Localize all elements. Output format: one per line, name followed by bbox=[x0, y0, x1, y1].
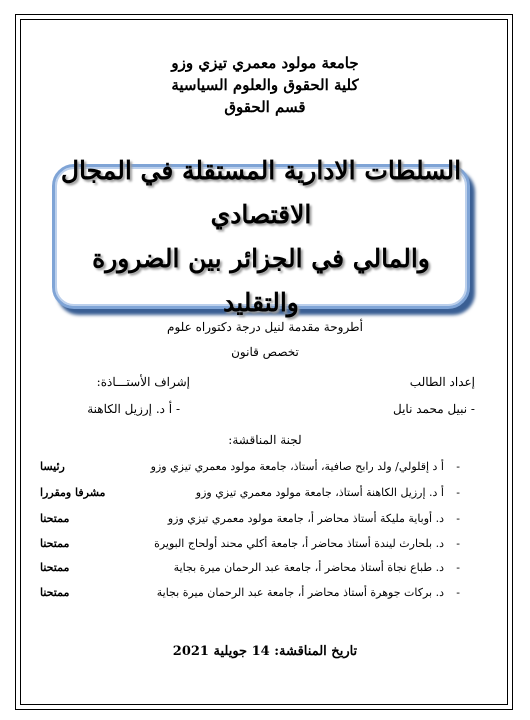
committee-member bbox=[40, 586, 470, 604]
member-role: ممتحنا bbox=[40, 586, 70, 599]
university-name: جامعة مولود معمري تيزي وزو bbox=[171, 54, 359, 72]
prepared-by-label: إعداد الطالب bbox=[409, 375, 475, 389]
defense-date: تاريخ المناقشة: 14 جويلية 2021 bbox=[172, 644, 358, 659]
committee-label: لجنة المناقشة: bbox=[228, 433, 302, 447]
thesis-title-line-2: والمالي في الجزائر بين الضرورة والتقليد bbox=[92, 243, 430, 317]
supervised-by-label: إشراف الأستـــاذة: bbox=[96, 375, 190, 389]
member-text: د. بركات جوهرة أستاذ محاضر أ، جامعة عبد الرحمان ميرة بجاية bbox=[156, 586, 444, 599]
student-name: - نبيل محمد نايل bbox=[392, 402, 475, 416]
committee-member bbox=[40, 486, 470, 504]
list-dash: - bbox=[456, 460, 460, 473]
list-dash: - bbox=[456, 561, 460, 574]
thesis-title-box bbox=[52, 155, 470, 317]
committee-member bbox=[40, 561, 470, 579]
committee-member bbox=[40, 537, 470, 555]
member-text: أ د إقلولي/ ولد رابح صافية، أستاذ، جامعة مولود معمري تيزي وزو bbox=[150, 460, 444, 473]
member-role: ممتحنا bbox=[40, 537, 70, 550]
member-text: د. أوباية مليكة أستاذ محاضر أ، جامعة مولود معمري تيزي وزو bbox=[167, 512, 444, 525]
list-dash: - bbox=[456, 537, 460, 550]
member-role: ممتحنا bbox=[40, 561, 70, 574]
degree-line: أطروحة مقدمة لنيل درجة دكتوراه علوم bbox=[167, 320, 363, 334]
member-role: مشرفا ومقررا bbox=[40, 486, 106, 499]
thesis-title-line-1: السلطات الادارية المستقلة في المجال الاقتصادي bbox=[60, 155, 462, 229]
member-text: د. طباع نجاة أستاذ محاضر أ، جامعة عبد الرحمان ميرة بجاية bbox=[173, 561, 444, 574]
faculty-name: كلية الحقوق والعلوم السياسية bbox=[171, 76, 359, 94]
committee-member bbox=[40, 512, 470, 530]
names-row bbox=[30, 402, 475, 420]
institution-header bbox=[0, 52, 530, 118]
specialty-line: تخصص قانون bbox=[231, 345, 299, 359]
member-role: ممتحنا bbox=[40, 512, 70, 525]
committee-member bbox=[40, 460, 470, 478]
supervisor-name: - أ د. إرزيل الكاهنة bbox=[87, 402, 180, 416]
department-name: قسم الحقوق bbox=[224, 98, 306, 116]
list-dash: - bbox=[456, 486, 460, 499]
member-role: رئيسا bbox=[40, 460, 65, 473]
roles-row bbox=[30, 375, 475, 393]
list-dash: - bbox=[456, 586, 460, 599]
list-dash: - bbox=[456, 512, 460, 525]
member-text: د. بلحارث ليندة أستاذ محاضر أ، جامعة أكلي محند أولحاج البويرة bbox=[154, 537, 444, 550]
member-text: أ د. إرزيل الكاهنة أستاذ، جامعة مولود معمري تيزي وزو bbox=[195, 486, 444, 499]
